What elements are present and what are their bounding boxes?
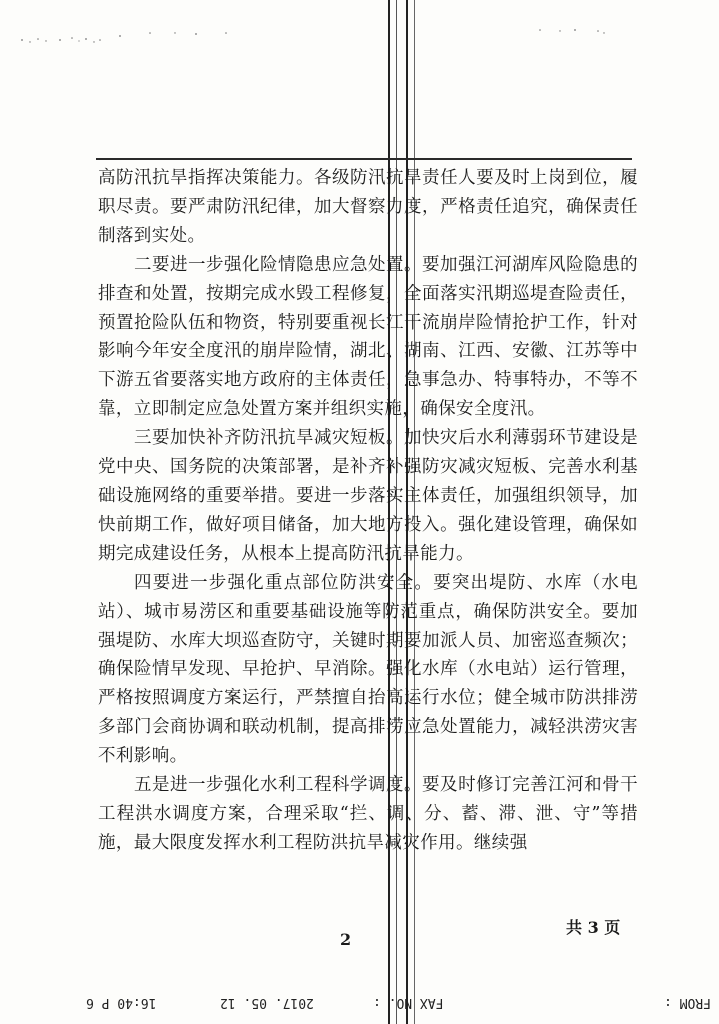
header-rule [96,158,632,160]
paragraph-3: 三要加快补齐防汛抗旱减灾短板。加快灾后水利薄弱环节建设是党中央、国务院的决策部署，是补齐补强防灾减灾短板、完善水利基础设施网络的重要举措。要进一步落实主体责任，加强组织领导，加快前期工作，做好项目储备，加大地方投入。强化建设管理，确保如期完成建设任务，从根本上提高防汛抗旱能力。 [98,428,638,564]
document-body [98,164,638,858]
paragraph-4: 四要进一步强化重点部位防洪安全。要突出堤防、水库（水电站）、城市易涝区和重要基础设施等防范重点，确保防洪安全。要加强堤防、水库大坝巡查防守，关键时期要加派人员、加密巡查频次；确保险情早发现、早抢护、早消除。强化水库（水电站）运行管理，严格按照调度方案运行，严禁擅自抬高运行水位；健全城市防洪排涝多部门会商协调和联动机制，提高排涝应急处置能力，减轻洪涝灾害不利影响。 [98,572,638,767]
fax-from-label: FROM : [664,995,711,1010]
scan-noise [0,0,719,60]
fax-header [0,995,719,1015]
fax-date: 2017. 05. 12 [220,995,314,1010]
page-total: 共 3 页 [566,918,621,937]
paragraph-2: 二要进一步强化险情隐患应急处置。要加强江河湖库风险隐患的排查和处置，按期完成水毁工程修复，全面落实汛期巡堤查险责任，预置抢险队伍和物资，特别要重视长江干流崩岸险情抢护工作，针对影响今年安全度汛的崩岸险情，湖北、湖南、江西、安徽、江苏等中下游五省要落实地方政府的主体责任，急事急办、特事特办，不等不靠，立即制定应急处置方案并组织实施，确保安全度汛。 [98,254,638,420]
fax-time: 16:40 P 6 [86,995,157,1010]
paragraph-continuation: 高防汛抗旱指挥决策能力。各级防汛抗旱责任人要及时上岗到位，履职尽责。要严肃防汛纪律，加大督察力度，严格责任追究，确保责任制落到实处。 [98,168,638,246]
fax-number-label: FAX NO. : [373,995,444,1010]
page-number: 2 [340,930,352,949]
paragraph-5: 五是进一步强化水利工程科学调度。要及时修订完善江河和骨干工程洪水调度方案，合理采取“拦、调、分、蓄、滞、泄、守”等措施，最大限度发挥水利工程防洪抗旱减灾作用。继续强 [98,775,638,853]
